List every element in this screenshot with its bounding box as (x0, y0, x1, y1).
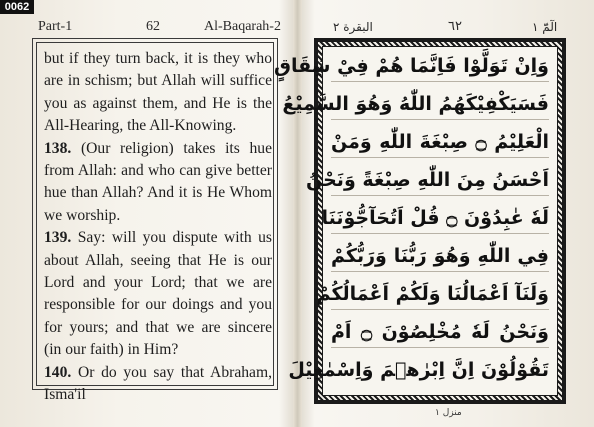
left-header-page-number: 62 (146, 19, 160, 34)
verse-number: 139. (44, 229, 72, 247)
verse-text: (Our religion) takes its hue from Allah: and who can give better hue than Allah? And it is He Whom we worship. (44, 139, 272, 224)
right-header-page-number: ٦٢ (448, 19, 462, 34)
translation-text (44, 48, 272, 407)
arabic-line: وَاِنْ تَوَلَّوْا فَاِنَّمَا هُمْ فِيْ شِقَاقٍ (331, 51, 549, 82)
left-header-surah: Al-Baqarah-2 (204, 19, 281, 34)
manzil-footer: منزل ١ (435, 408, 462, 418)
translation-paragraph (44, 362, 272, 407)
arabic-line: فِي اللّٰهِ وَهُوَ رَبُّنَا وَرَبُّكُمْ (331, 241, 549, 272)
arabic-line: وَنَحْنُ لَهٗ مُخْلِصُوْنَ ۝ اَمْ (331, 317, 549, 348)
arabic-line: الْعَلِيْمُ ۝ صِبْغَةَ اللّٰهِ وَمَنْ (331, 127, 549, 158)
verse-text: but if they turn back, it is they who are in schism; but Allah will suffice you as against them, and He is the All-Hearing, the All-Knowing. (44, 50, 272, 135)
arabic-frame (273, 38, 566, 404)
right-header-part: الٓمّٓ ١ (532, 20, 558, 34)
verse-text: Or do you say that Abraham, Isma'il (44, 363, 272, 404)
verse-number: 138. (44, 139, 72, 157)
right-header-surah: البقرة ٢ (333, 20, 373, 34)
arabic-line: لَهٗ عٰبِدُوْنَ ۝ قُلْ اَتُحَآجُّوْنَنَا (331, 203, 549, 234)
left-header-part: Part-1 (38, 19, 73, 34)
arabic-line: وَلَنَآ اَعْمَالُنَا وَلَكُمْ اَعْمَالُكُمْ (331, 279, 549, 310)
arabic-line: اَحْسَنُ مِنَ اللّٰهِ صِبْغَةً وَنَحْنُ (331, 165, 549, 196)
verse-number: 140. (44, 363, 72, 381)
arabic-line: فَسَيَكْفِيْكَهُمُ اللّٰهُ وَهُوَ السَّمِيْعُ (331, 89, 549, 120)
arabic-line: تَقُوْلُوْنَ اِنَّ اِبْرٰهٖمَ وَاِسْمٰعِيْلَ (288, 359, 549, 381)
translation-paragraph (44, 227, 272, 361)
translation-paragraph (44, 138, 272, 228)
arabic-text-area (273, 46, 558, 396)
page-index-label: 0062 (0, 0, 34, 14)
translation-paragraph (44, 48, 272, 138)
verse-text: Say: will you dispute with us about Allah, seeing that He is our Lord and your Lord; that we are responsible for our doings and you for yours; and that we are sincere (in our faith) in Him? (44, 229, 272, 359)
